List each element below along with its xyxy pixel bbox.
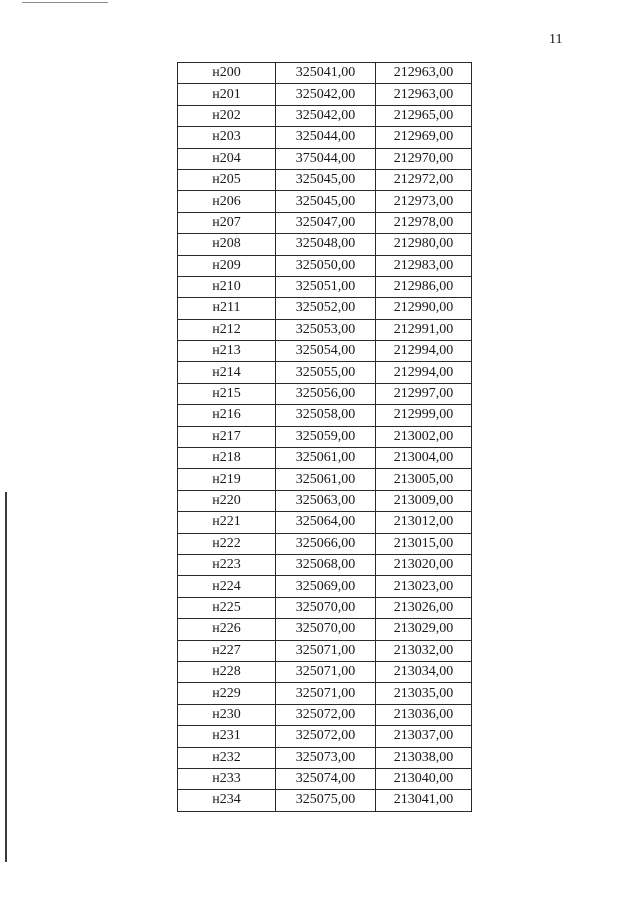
x-coordinate-cell: 325070,00 bbox=[276, 597, 376, 618]
x-coordinate-cell: 325072,00 bbox=[276, 704, 376, 725]
x-coordinate-cell: 325051,00 bbox=[276, 276, 376, 297]
table-row bbox=[178, 726, 472, 747]
table-row bbox=[178, 191, 472, 212]
table-row bbox=[178, 319, 472, 340]
point-id-cell: н226 bbox=[178, 619, 276, 640]
x-coordinate-cell: 325047,00 bbox=[276, 212, 376, 233]
x-coordinate-cell: 325073,00 bbox=[276, 747, 376, 768]
y-coordinate-cell: 213036,00 bbox=[376, 704, 472, 725]
y-coordinate-cell: 213012,00 bbox=[376, 512, 472, 533]
point-id-cell: н228 bbox=[178, 661, 276, 682]
table-row bbox=[178, 426, 472, 447]
table-row bbox=[178, 768, 472, 789]
x-coordinate-cell: 325066,00 bbox=[276, 533, 376, 554]
point-id-cell: н222 bbox=[178, 533, 276, 554]
table-row bbox=[178, 576, 472, 597]
point-id-cell: н232 bbox=[178, 747, 276, 768]
point-id-cell: н211 bbox=[178, 298, 276, 319]
point-id-cell: н207 bbox=[178, 212, 276, 233]
table-row bbox=[178, 341, 472, 362]
point-id-cell: н206 bbox=[178, 191, 276, 212]
table-row bbox=[178, 619, 472, 640]
x-coordinate-cell: 325056,00 bbox=[276, 383, 376, 404]
x-coordinate-cell: 325075,00 bbox=[276, 790, 376, 811]
table-row bbox=[178, 84, 472, 105]
y-coordinate-cell: 213032,00 bbox=[376, 640, 472, 661]
x-coordinate-cell: 325061,00 bbox=[276, 448, 376, 469]
point-id-cell: н201 bbox=[178, 84, 276, 105]
y-coordinate-cell: 213034,00 bbox=[376, 661, 472, 682]
x-coordinate-cell: 325048,00 bbox=[276, 234, 376, 255]
x-coordinate-cell: 325042,00 bbox=[276, 105, 376, 126]
y-coordinate-cell: 213015,00 bbox=[376, 533, 472, 554]
table-row bbox=[178, 212, 472, 233]
point-id-cell: н223 bbox=[178, 554, 276, 575]
table-row bbox=[178, 704, 472, 725]
y-coordinate-cell: 213009,00 bbox=[376, 490, 472, 511]
y-coordinate-cell: 213005,00 bbox=[376, 469, 472, 490]
point-id-cell: н233 bbox=[178, 768, 276, 789]
point-id-cell: н215 bbox=[178, 383, 276, 404]
table-row bbox=[178, 640, 472, 661]
x-coordinate-cell: 325074,00 bbox=[276, 768, 376, 789]
y-coordinate-cell: 213035,00 bbox=[376, 683, 472, 704]
y-coordinate-cell: 212970,00 bbox=[376, 148, 472, 169]
point-id-cell: н220 bbox=[178, 490, 276, 511]
y-coordinate-cell: 213004,00 bbox=[376, 448, 472, 469]
y-coordinate-cell: 212963,00 bbox=[376, 84, 472, 105]
table-row bbox=[178, 512, 472, 533]
x-coordinate-cell: 325068,00 bbox=[276, 554, 376, 575]
y-coordinate-cell: 212963,00 bbox=[376, 63, 472, 84]
y-coordinate-cell: 212972,00 bbox=[376, 169, 472, 190]
table-row bbox=[178, 490, 472, 511]
table-row bbox=[178, 169, 472, 190]
point-id-cell: н210 bbox=[178, 276, 276, 297]
y-coordinate-cell: 213020,00 bbox=[376, 554, 472, 575]
table-row bbox=[178, 469, 472, 490]
table-row bbox=[178, 747, 472, 768]
x-coordinate-cell: 325055,00 bbox=[276, 362, 376, 383]
point-id-cell: н225 bbox=[178, 597, 276, 618]
y-coordinate-cell: 213038,00 bbox=[376, 747, 472, 768]
table-row bbox=[178, 405, 472, 426]
scan-edge-line bbox=[5, 492, 7, 862]
table-row bbox=[178, 383, 472, 404]
y-coordinate-cell: 212978,00 bbox=[376, 212, 472, 233]
x-coordinate-cell: 325050,00 bbox=[276, 255, 376, 276]
table-row bbox=[178, 683, 472, 704]
x-coordinate-cell: 325041,00 bbox=[276, 63, 376, 84]
point-id-cell: н230 bbox=[178, 704, 276, 725]
y-coordinate-cell: 212969,00 bbox=[376, 127, 472, 148]
point-id-cell: н216 bbox=[178, 405, 276, 426]
table-row bbox=[178, 661, 472, 682]
y-coordinate-cell: 212983,00 bbox=[376, 255, 472, 276]
x-coordinate-cell: 325052,00 bbox=[276, 298, 376, 319]
point-id-cell: н209 bbox=[178, 255, 276, 276]
x-coordinate-cell: 325045,00 bbox=[276, 191, 376, 212]
y-coordinate-cell: 213029,00 bbox=[376, 619, 472, 640]
y-coordinate-cell: 212991,00 bbox=[376, 319, 472, 340]
y-coordinate-cell: 213023,00 bbox=[376, 576, 472, 597]
point-id-cell: н219 bbox=[178, 469, 276, 490]
table-row bbox=[178, 63, 472, 84]
x-coordinate-cell: 325054,00 bbox=[276, 341, 376, 362]
x-coordinate-cell: 375044,00 bbox=[276, 148, 376, 169]
x-coordinate-cell: 325053,00 bbox=[276, 319, 376, 340]
table-row bbox=[178, 276, 472, 297]
table-row bbox=[178, 255, 472, 276]
point-id-cell: н208 bbox=[178, 234, 276, 255]
y-coordinate-cell: 212994,00 bbox=[376, 341, 472, 362]
y-coordinate-cell: 213026,00 bbox=[376, 597, 472, 618]
point-id-cell: н229 bbox=[178, 683, 276, 704]
table-row bbox=[178, 127, 472, 148]
coordinates-table-body bbox=[178, 63, 472, 812]
y-coordinate-cell: 212990,00 bbox=[376, 298, 472, 319]
y-coordinate-cell: 212973,00 bbox=[376, 191, 472, 212]
table-row bbox=[178, 448, 472, 469]
x-coordinate-cell: 325070,00 bbox=[276, 619, 376, 640]
x-coordinate-cell: 325044,00 bbox=[276, 127, 376, 148]
point-id-cell: н218 bbox=[178, 448, 276, 469]
point-id-cell: н212 bbox=[178, 319, 276, 340]
point-id-cell: н231 bbox=[178, 726, 276, 747]
point-id-cell: н214 bbox=[178, 362, 276, 383]
x-coordinate-cell: 325071,00 bbox=[276, 640, 376, 661]
x-coordinate-cell: 325064,00 bbox=[276, 512, 376, 533]
top-rule bbox=[22, 2, 108, 3]
point-id-cell: н227 bbox=[178, 640, 276, 661]
x-coordinate-cell: 325059,00 bbox=[276, 426, 376, 447]
y-coordinate-cell: 212997,00 bbox=[376, 383, 472, 404]
x-coordinate-cell: 325072,00 bbox=[276, 726, 376, 747]
point-id-cell: н200 bbox=[178, 63, 276, 84]
table-row bbox=[178, 362, 472, 383]
table-row bbox=[178, 790, 472, 811]
table-row bbox=[178, 533, 472, 554]
table-row bbox=[178, 298, 472, 319]
x-coordinate-cell: 325071,00 bbox=[276, 683, 376, 704]
x-coordinate-cell: 325058,00 bbox=[276, 405, 376, 426]
point-id-cell: н221 bbox=[178, 512, 276, 533]
point-id-cell: н234 bbox=[178, 790, 276, 811]
y-coordinate-cell: 213002,00 bbox=[376, 426, 472, 447]
x-coordinate-cell: 325045,00 bbox=[276, 169, 376, 190]
table-row bbox=[178, 105, 472, 126]
coordinates-table bbox=[177, 62, 472, 812]
table-row bbox=[178, 148, 472, 169]
y-coordinate-cell: 212999,00 bbox=[376, 405, 472, 426]
point-id-cell: н213 bbox=[178, 341, 276, 362]
table-row bbox=[178, 234, 472, 255]
x-coordinate-cell: 325063,00 bbox=[276, 490, 376, 511]
y-coordinate-cell: 212965,00 bbox=[376, 105, 472, 126]
page-number: 11 bbox=[549, 32, 563, 47]
y-coordinate-cell: 213040,00 bbox=[376, 768, 472, 789]
point-id-cell: н204 bbox=[178, 148, 276, 169]
point-id-cell: н217 bbox=[178, 426, 276, 447]
y-coordinate-cell: 213041,00 bbox=[376, 790, 472, 811]
x-coordinate-cell: 325069,00 bbox=[276, 576, 376, 597]
y-coordinate-cell: 213037,00 bbox=[376, 726, 472, 747]
x-coordinate-cell: 325071,00 bbox=[276, 661, 376, 682]
y-coordinate-cell: 212986,00 bbox=[376, 276, 472, 297]
point-id-cell: н203 bbox=[178, 127, 276, 148]
point-id-cell: н202 bbox=[178, 105, 276, 126]
x-coordinate-cell: 325042,00 bbox=[276, 84, 376, 105]
point-id-cell: н205 bbox=[178, 169, 276, 190]
table-row bbox=[178, 554, 472, 575]
y-coordinate-cell: 212980,00 bbox=[376, 234, 472, 255]
point-id-cell: н224 bbox=[178, 576, 276, 597]
y-coordinate-cell: 212994,00 bbox=[376, 362, 472, 383]
x-coordinate-cell: 325061,00 bbox=[276, 469, 376, 490]
table-row bbox=[178, 597, 472, 618]
